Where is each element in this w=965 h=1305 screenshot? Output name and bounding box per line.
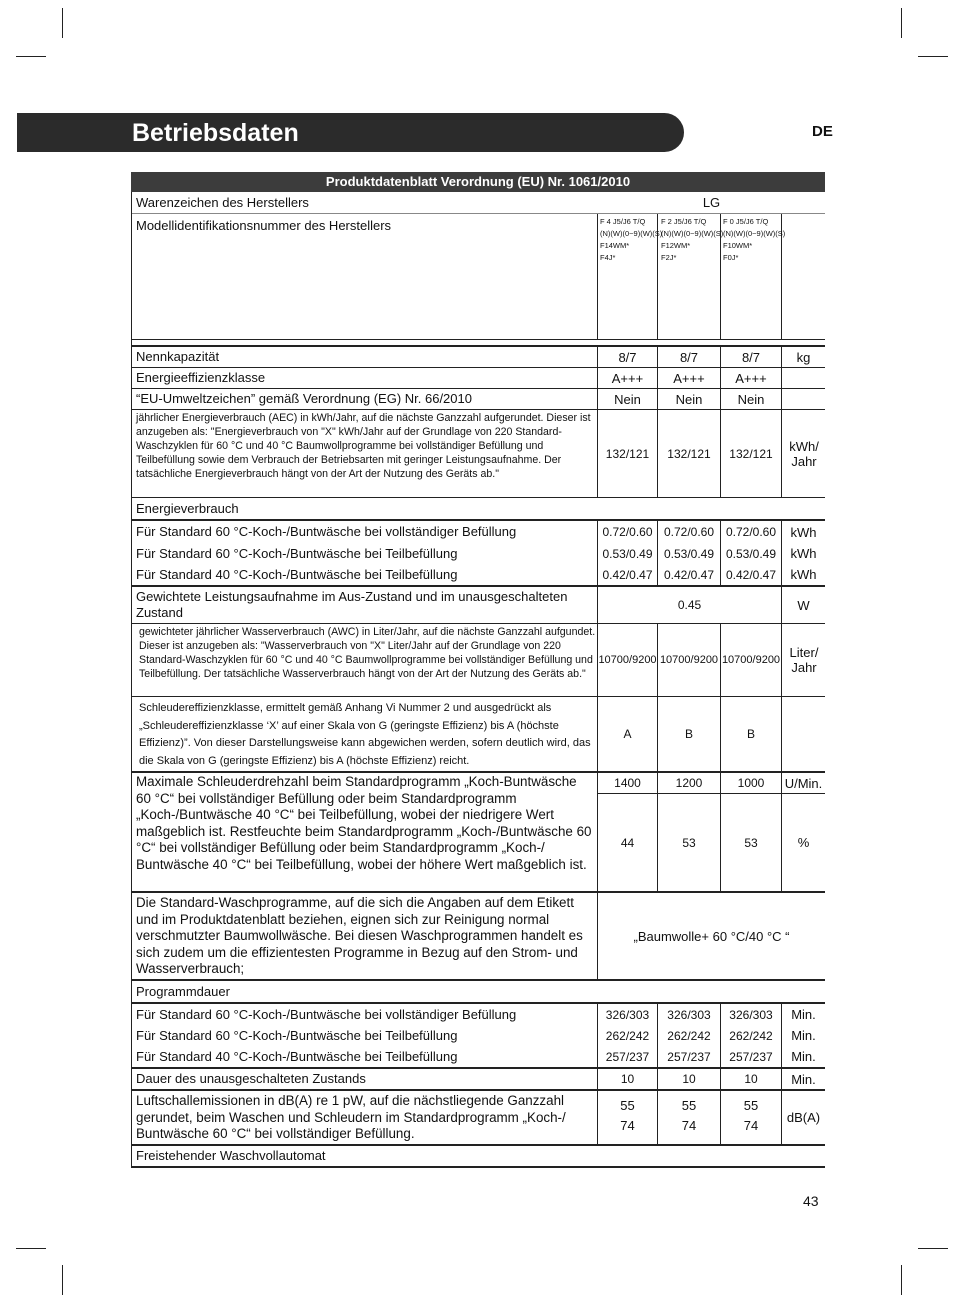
value-cell: 0.42/0.47 [663,567,715,582]
model-list-3: F 0 J5/J6 T/Q (N)(W)(0~9)(W)(S) F10WM* F0J* [723,217,786,262]
value-cell: 257/237 [729,1049,773,1064]
value-cell: 10 [744,1072,758,1086]
max-spin-row [131,773,825,893]
row-label: Gewichtete Leistungsaufnahme im Aus-Zustand und im unausgeschalteten Zustand [136,589,568,620]
rpm-cell: 1000 [737,776,765,790]
moisture-cell: 44 [620,835,635,850]
page-title: Betriebsdaten [132,119,299,147]
row-label: Für Standard 60 °C-Koch-/Buntwäsche bei vollständiger Befüllung [136,1007,517,1022]
noise-wash-cell: 55 [743,1097,759,1113]
value-cell: Nein [614,391,641,407]
noise-spin-cell: 74 [743,1117,759,1133]
noise-spin-cell: 74 [620,1117,635,1133]
duration-row [131,1004,825,1025]
value-cell: 8/7 [679,349,699,365]
row-label: Für Standard 60 °C-Koch-/Buntwäsche bei vollständiger Befüllung [136,524,517,539]
unit-cell: Min. [791,1028,816,1043]
value-cell: 0.53/0.49 [602,546,653,561]
row-label: Freistehender Waschvollautomat [136,1148,326,1163]
value-cell: 10700/9200 [598,654,657,666]
row-label: Warenzeichen des Herstellers [136,195,309,210]
value-cell: A+++ [673,370,705,386]
crop-mark [62,8,63,38]
aec-row [131,410,825,498]
value-cell: A [623,727,632,741]
brand-value: LG [702,195,721,210]
crop-mark [918,1248,948,1249]
value-cell: A+++ [735,370,767,386]
value-cell: 0.53/0.49 [663,546,715,561]
value-cell: 0.53/0.49 [725,546,777,561]
unit-cell: kg [796,349,811,365]
value-cell: 8/7 [741,349,761,365]
moisture-cell: 53 [744,835,758,850]
row-label: Dauer des unausgeschalteten Zustands [136,1071,366,1086]
duration-heading-row [131,981,825,1004]
value-cell: 10 [620,1072,635,1086]
section-heading: Programmdauer [136,984,230,999]
unit-cell: kWh [790,524,817,540]
value-cell: 257/237 [667,1049,711,1064]
row-label: Für Standard 40 °C-Koch-/Buntwäsche bei Teilbefüllung [136,1049,458,1064]
row-label: Für Standard 40 °C-Koch-/Buntwäsche bei Teilbefüllung [136,567,458,582]
unit-cell: % [797,835,810,850]
noise-wash-cell: 55 [620,1097,635,1113]
spin-class-row [131,697,825,773]
value-cell: 326/303 [729,1007,773,1022]
program-value: „Baumwolle+ 60 °C/40 °C “ [633,928,790,944]
noise-row [131,1091,825,1146]
unit-cell: dB(A) [786,1110,821,1125]
footer-row [131,1146,825,1168]
page-number: 43 [803,1193,819,1209]
model-list-2: F 2 J5/J6 T/Q (N)(W)(0~9)(W)(S) F12WM* F2J* [661,217,724,262]
crop-mark [16,56,46,57]
value-cell: A+++ [611,370,644,386]
row-label: jährlicher Energieverbrauch (AEC) in kWh/Jahr, auf die nächste Ganzzahl aufgerundet. Dieser ist anzugeben als: "Energieverbrauch von "X" kWh/Jahr auf der Grundlage von 220 Standard-Waschzyklen für 60 °C und 40 °C Baumwollprogramme bei vollständiger Befüllung und Teilbefüllung sowie dem Verbrauch der Betriebsarten mit geringer Leistungsaufnahme. Der tatsächliche Energieverbrauch hängt von der Art der Nutzung des Geräts ab." [136,412,591,480]
capacity-row [131,345,825,368]
model-row [131,214,825,340]
left-on-row [131,1069,825,1091]
row-label: Maximale Schleuderdrehzahl beim Standardprogramm „Koch-Buntwäsche 60 °C“ bei vollständiger Befüllung oder beim Standardprogramm „Koch-/Buntwäsche 40 °C“ bei Teilbefüllung, wobei der niedrigere Wert maßgeblich ist. Restfeuchte beim Standardprogramm „Koch-/Buntwäsche 60 °C“ bei vollständiger Befüllung oder beim Standardprogramm „Koch-/ Buntwäsche 40 °C“ bei Teilbefüllung, wobei der höhere Wert maßgeblich ist. [136,774,592,872]
value-cell: B [746,727,755,741]
unit-cell: W [797,597,810,613]
value-cell: 326/303 [667,1007,711,1022]
unit-cell: kWh [790,546,817,561]
value-cell: 326/303 [605,1007,650,1022]
power-off-row [131,587,825,624]
crop-mark [16,1248,46,1249]
row-label: Schleudereffizienzklasse, ermittelt gemäß Anhang Vi Nummer 2 und ausgedrückt als „Schleudereffizienzklasse ‘X’ auf einer Skala von G (geringste Effizienz) bis A (höchste Effizienz)”. Von dieser Darstellungsweise kann abgewichen werden, sofern deutlich wird, das die Skala von G (geringste Effizienz) bis A (höchste Effizienz) reicht. [139,702,591,767]
rpm-cell: 1200 [675,776,703,790]
standard-programs-row [131,893,825,981]
crop-mark [918,56,948,57]
energy-rows [131,521,825,587]
noise-spin-cell: 74 [681,1117,697,1133]
value-cell: 0.45 [677,598,702,612]
eco-label-row [131,389,825,410]
value-cell: 0.42/0.47 [725,567,777,582]
value-cell: Nein [675,391,703,407]
value-cell: Nein [737,391,765,407]
duration-rows [131,1004,825,1069]
value-cell: 132/121 [605,446,650,461]
unit-cell: kWh/ Jahr [789,438,819,469]
language-tag: DE [812,123,833,140]
noise-wash-cell: 55 [681,1097,697,1113]
value-cell: 262/242 [729,1028,773,1043]
energy-heading-row [131,498,825,521]
row-label: Nennkapazität [136,349,220,364]
value-cell: 262/242 [605,1028,650,1043]
model-list-1: F 4 J5/J6 T/Q (N)(W)(0~9)(W)(S) F14WM* F4J* [600,217,663,262]
value-cell: 257/237 [605,1049,650,1064]
value-cell: B [684,727,693,741]
row-label: Für Standard 60 °C-Koch-/Buntwäsche bei Teilbefüllung [136,1028,458,1043]
unit-cell: Liter/ Jahr [789,645,819,675]
crop-mark [901,8,902,38]
product-data-sheet [131,172,825,1168]
value-cell: 262/242 [667,1028,711,1043]
crop-mark [901,1265,902,1295]
value-cell: 0.72/0.60 [725,525,777,539]
row-label: Energieeffizienzklasse [136,370,266,385]
value-cell: 0.72/0.60 [663,525,715,539]
value-cell: 132/121 [729,446,773,461]
energy-class-row [131,368,825,389]
value-cell: 10700/9200 [659,654,719,666]
value-cell: 132/121 [667,446,711,461]
unit-cell: Min. [791,1007,816,1022]
row-label: Modellidentifikationsnummer des Herstellers [136,218,392,233]
row-label: “EU-Umweltzeichen” gemäß Verordnung (EG) Nr. 66/2010 [136,391,472,406]
awc-row [131,624,825,697]
unit-cell: Min. [791,1071,816,1087]
section-heading: Energieverbrauch [136,501,239,516]
unit-cell: kWh [790,567,817,582]
rpm-cell: 1400 [614,776,641,790]
row-label: Die Standard-Waschprogramme, auf die sich die Angaben auf dem Etikett und im Produktdatenblatt beziehen, eignen sich zur Reinigung normal verschmutzter Baumwollwäsche. Bei diesen Waschprogrammen handelt es sich zudem um die effizientesten Programme in Bezug auf den Strom- und Wasserverbrauch; [136,895,583,977]
title-banner [17,113,684,152]
brand-row [131,192,825,214]
energy-row [131,521,825,543]
energy-row [131,543,825,564]
row-label: Luftschallemissionen in dB(A) re 1 pW, auf die nächstliegende Ganzzahl gerundet, beim Waschen und Schleudern im Standardprogramm „Koch-/ Buntwäsche 60 °C“ bei vollständiger Befüllung. [136,1093,566,1142]
value-cell: 10 [682,1072,696,1086]
duration-row [131,1046,825,1067]
moisture-cell: 53 [682,835,696,850]
row-label: Für Standard 60 °C-Koch-/Buntwäsche bei Teilbefüllung [136,546,458,561]
value-cell: 10700/9200 [721,654,781,666]
unit-cell: U/Min. [784,775,823,791]
row-label: gewichteter jährlicher Wasserverbrauch (AWC) in Liter/Jahr, auf die nächste Ganzzahl aufgundet. Dieser ist anzugeben als: "Wasserverbrauch von "X" Liter/Jahr auf der Grundlage von 220 Standard-Waschzyklen für 60 °C und 40 °C Baumwollprogramme bei vollständiger Befüllung und Teilbefüllung. Der tatsächliche Wasserverbrauch hängt von der Art der Nutzung des Geräts ab." [139,626,596,680]
crop-mark [62,1265,63,1295]
energy-row [131,564,825,585]
duration-row [131,1025,825,1046]
sheet-title: Produktdatenblatt Verordnung (EU) Nr. 1061/2010 [131,172,825,192]
value-cell: 0.42/0.47 [602,567,653,582]
value-cell: 0.72/0.60 [602,525,653,539]
value-cell: 8/7 [618,349,637,365]
unit-cell: Min. [791,1049,816,1064]
